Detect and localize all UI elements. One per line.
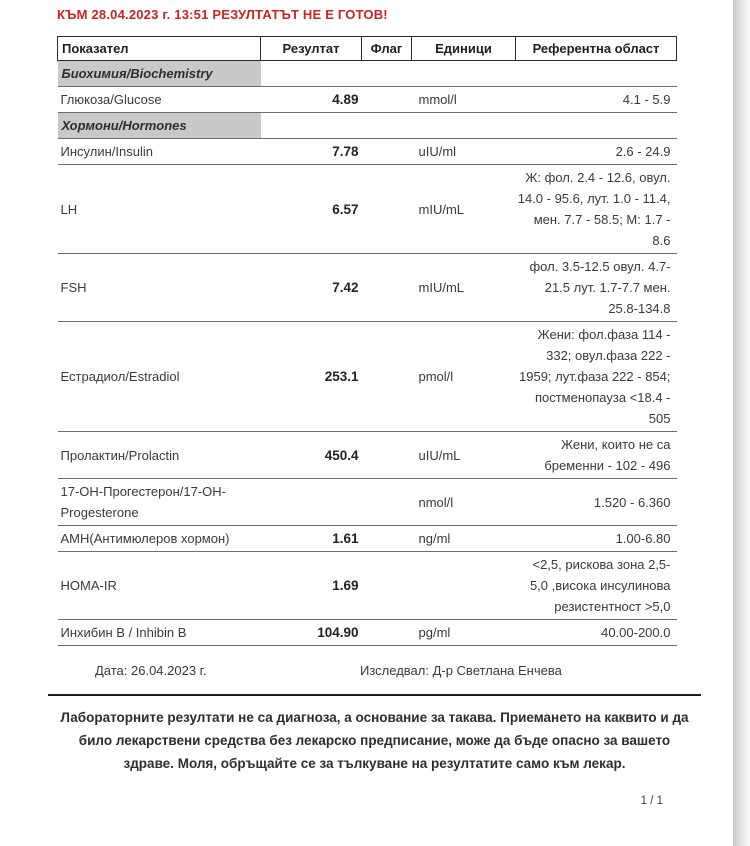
table-row <box>58 254 677 322</box>
section-label: Хормони/Hormones <box>58 113 261 139</box>
examiner-name: Изследвал: Д-р Светлана Енчева <box>360 663 562 678</box>
table-row <box>58 479 677 526</box>
cell-flag <box>362 526 412 552</box>
section-filler <box>261 113 677 139</box>
cell-name: Пролактин/Prolactin <box>60 447 180 463</box>
cell-result <box>261 479 362 526</box>
cell-units: mIU/mL <box>418 201 464 217</box>
cell-flag <box>362 165 412 254</box>
cell-reference: <2,5, рискова зона 2,5-5,0 ,висока инсулинова резистентност >5,0 <box>529 557 671 614</box>
column-header-units: Единици <box>412 37 516 61</box>
cell-result: 104.90 <box>317 625 359 640</box>
column-header-indicator: Показател <box>58 37 261 61</box>
table-row <box>58 322 677 432</box>
cell-flag <box>362 620 412 646</box>
cell-flag <box>362 254 412 322</box>
cell-name: 17-ОН-Прогестерон/17-ОН-Progesterone <box>60 484 227 520</box>
disclaimer-divider <box>48 694 701 696</box>
cell-reference: Жени, които не са бременни - 102 - 496 <box>544 437 671 473</box>
table-row <box>58 432 677 479</box>
cell-name: FSH <box>60 280 87 295</box>
cell-flag <box>362 87 412 113</box>
report-status-title: КЪМ 28.04.2023 г. 13:51 РЕЗУЛТАТЪТ НЕ Е ГОТОВ! <box>57 7 388 22</box>
results-table-header <box>58 37 677 61</box>
cell-result: 6.57 <box>332 201 359 217</box>
cell-units: pg/ml <box>418 625 451 640</box>
cell-name: Инхибин В / Inhibin B <box>60 625 187 640</box>
cell-reference: 1.00-6.80 <box>615 531 671 546</box>
cell-name: Глюкоза/Glucose <box>60 92 162 107</box>
table-row <box>58 139 677 165</box>
cell-reference: 2.6 - 24.9 <box>615 144 671 159</box>
results-table <box>57 36 677 646</box>
cell-name: Естрадиол/Estradiol <box>60 369 180 384</box>
cell-result: 450.4 <box>324 447 359 463</box>
disclaimer-text: Лабораторните резултати не са диагноза, а основание за такава. Приемането на каквито и да било лекарствени средства без лекарско предписание, може да бъде опасно за вашето здраве. Моля, обръщайте се за тълкуване на резултатите само към лекар. <box>60 710 689 771</box>
cell-result: 4.89 <box>332 92 359 107</box>
cell-flag <box>362 322 412 432</box>
section-label: Биохимия/Biochemistry <box>58 61 261 87</box>
cell-reference: Жени: фол.фаза 114 - 332; овул.фаза 222 - 1959; лут.фаза 222 - 854; постменопауза <18.4 - 505 <box>519 327 671 426</box>
results-table-body <box>58 61 677 646</box>
report-date: Дата: 26.04.2023 г. <box>95 663 207 678</box>
cell-reference: 4.1 - 5.9 <box>622 92 671 107</box>
cell-flag <box>362 479 412 526</box>
cell-reference: 1.520 - 6.360 <box>593 494 671 510</box>
cell-reference: фол. 3.5-12.5 овул. 4.7-21.5 лут. 1.7-7.7 мен. 25.8-134.8 <box>529 259 671 316</box>
header-row <box>58 37 677 61</box>
cell-units: pmol/l <box>418 369 454 384</box>
section-row <box>58 113 677 139</box>
cell-reference: Ж: фол. 2.4 - 12.6, овул. 14.0 - 95.6, лут. 1.0 - 11.4, мен. 7.7 - 58.5; М: 1.7 - 8.6 <box>517 170 671 248</box>
page-number: 1 / 1 <box>640 795 663 807</box>
cell-result: 1.69 <box>332 578 359 593</box>
cell-result: 253.1 <box>324 369 359 384</box>
section-row <box>58 61 677 87</box>
cell-name: Инсулин/Insulin <box>60 144 153 159</box>
cell-units <box>412 552 516 620</box>
page-edge-shadow <box>733 0 750 846</box>
cell-flag <box>362 432 412 479</box>
column-header-flag: Флаг <box>362 37 412 61</box>
table-row <box>58 87 677 113</box>
table-row <box>58 526 677 552</box>
cell-units: uIU/mL <box>418 447 461 463</box>
signature-row <box>57 646 676 694</box>
cell-flag <box>362 552 412 620</box>
column-header-result: Резултат <box>261 37 362 61</box>
cell-name: АМН(Антимюлеров хормон) <box>60 531 230 546</box>
cell-result: 7.42 <box>332 280 359 295</box>
section-filler <box>261 61 677 87</box>
cell-flag <box>362 139 412 165</box>
cell-result: 7.78 <box>332 144 359 159</box>
column-header-reference: Референтна област <box>516 37 677 61</box>
cell-units: mIU/mL <box>418 280 464 295</box>
cell-units: ng/ml <box>418 531 451 546</box>
cell-name: LH <box>60 201 78 217</box>
cell-result: 1.61 <box>332 531 359 546</box>
cell-units: nmol/l <box>418 494 454 510</box>
table-row <box>58 552 677 620</box>
table-row <box>58 165 677 254</box>
table-row <box>58 620 677 646</box>
cell-name: HOMA-IR <box>60 578 117 593</box>
cell-reference: 40.00-200.0 <box>601 625 671 640</box>
cell-units: uIU/ml <box>418 144 457 159</box>
cell-units: mmol/l <box>418 92 457 107</box>
